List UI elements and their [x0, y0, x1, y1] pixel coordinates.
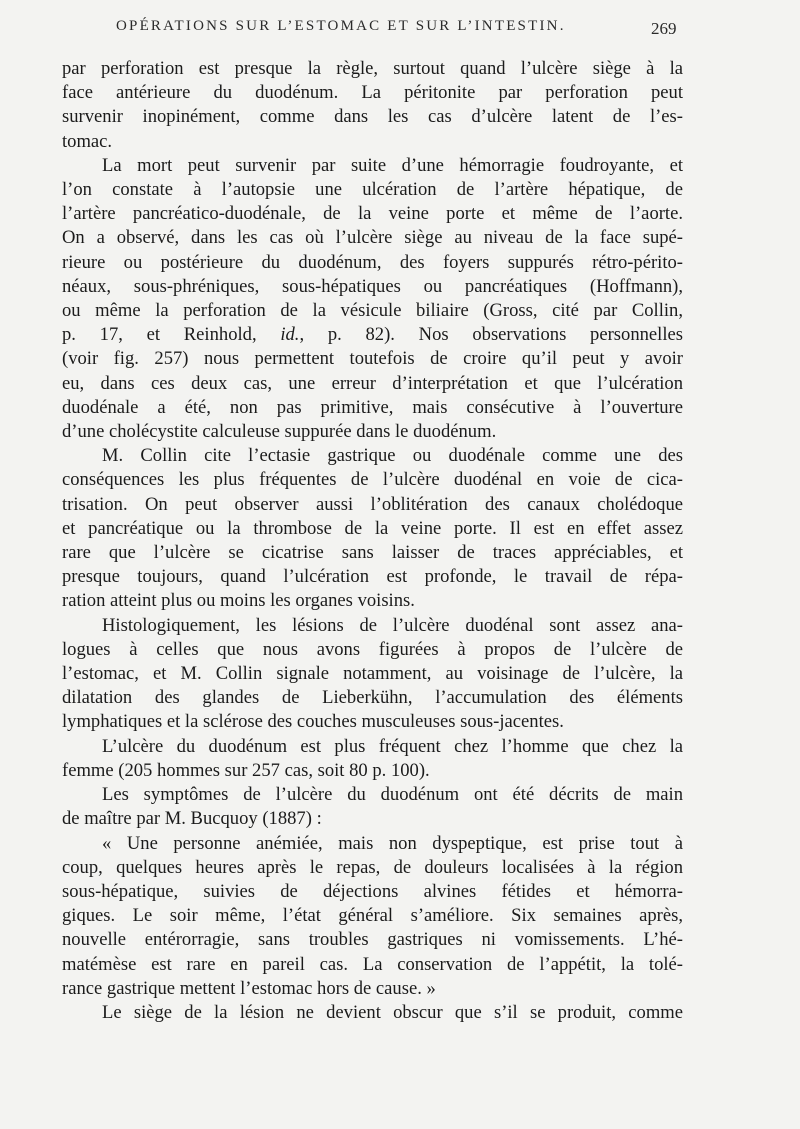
text-line: La mort peut survenir par suite d’une hémorragie foudroyante, et — [102, 154, 683, 176]
text-line: matémèse est rare en pareil cas. La conservation de l’appétit, la tolé- — [62, 953, 683, 975]
text-line: ou même la perforation de la vésicule biliaire (Gross, cité par Collin, — [62, 300, 683, 322]
text-line: L’ulcère du duodénum est plus fréquent chez l’homme que chez la — [102, 735, 683, 757]
text-line: logues à celles que nous avons figurées à propos de l’ulcère de — [62, 638, 683, 660]
text-line: par perforation est presque la règle, surtout quand l’ulcère siège à la — [62, 58, 683, 79]
text-line: face antérieure du duodénum. La péritonite par perforation peut — [62, 82, 683, 104]
text-line: rance gastrique mettent l’estomac hors de cause. » — [62, 977, 436, 999]
text-line: « Une personne anémiée, mais non dyspeptique, est prise tout à — [102, 832, 683, 854]
text-line: trisation. On peut observer aussi l’oblitération des canaux cholédoque — [62, 493, 683, 515]
text-line: néaux, sous-phréniques, sous-hépatiques ou pancréatiques (Hoffmann), — [62, 275, 683, 297]
text-line: lymphatiques et la sclérose des couches musculeuses sous-jacentes. — [62, 711, 564, 733]
text-line: nouvelle entérorragie, sans troubles gastriques ni vomissements. L’hé- — [62, 929, 683, 951]
text-line: femme (205 hommes sur 257 cas, soit 80 p. 100). — [62, 759, 430, 781]
text-line: tomac. — [62, 130, 113, 152]
paragraph-4 — [62, 614, 683, 735]
text-line: Le siège de la lésion ne devient obscur que s’il se produit, comme — [102, 1001, 683, 1023]
text-line: Histologiquement, les lésions de l’ulcère duodénal sont assez ana- — [102, 614, 683, 636]
paragraph-2 — [62, 154, 683, 444]
text-line: survenir inopinément, comme dans les cas d’ulcère latent de l’es- — [62, 106, 683, 128]
text-line: de maître par M. Bucquoy (1887) : — [62, 808, 322, 830]
text-line: presque toujours, quand l’ulcération est profonde, le travail de répa- — [62, 566, 683, 588]
text-line: et pancréatique ou la thrombose de la veine porte. Il est en effet assez — [62, 517, 683, 539]
text-segment: , p. 82). Nos observations personnelles — [299, 324, 683, 346]
paragraph-5 — [62, 735, 683, 783]
text-line: coup, quelques heures après le repas, de douleurs localisées à la région — [62, 856, 683, 878]
paragraph-1 — [62, 57, 683, 154]
text-line: eu, dans ces deux cas, une erreur d’interprétation et que l’ulcération — [62, 372, 683, 394]
paragraph-8 — [62, 1001, 683, 1025]
text-line: l’estomac, et M. Collin signale notamment, au voisinage de l’ulcère, la — [62, 663, 683, 685]
body-text — [62, 57, 683, 1025]
text-line: l’on constate à l’autopsie une ulcération de l’artère hépatique, de — [62, 179, 683, 201]
text-line: dilatation des glandes de Lieberkühn, l’accumulation des éléments — [62, 687, 683, 709]
text-segment: p. 17, et Reinhold, — [62, 324, 257, 346]
text-line: ration atteint plus ou moins les organes voisins. — [62, 590, 415, 612]
italic-abbreviation: id. — [280, 324, 300, 346]
text-line: sous-hépatique, suivies de déjections alvines fétides et hémorra- — [62, 880, 683, 902]
paragraph-7-quotation — [62, 832, 683, 1001]
text-line: (voir fig. 257) nous permettent toutefois de croire qu’il peut y avoir — [62, 348, 683, 370]
text-line: giques. Le soir même, l’état général s’améliore. Six semaines après, — [62, 905, 683, 927]
paragraph-3 — [62, 444, 683, 613]
text-line: l’artère pancréatico-duodénale, de la veine porte et même de l’aorte. — [62, 203, 683, 225]
text-line-mixed — [62, 323, 683, 347]
text-line: On a observé, dans les cas où l’ulcère siège au niveau de la face supé- — [62, 227, 683, 249]
page-number: 269 — [651, 19, 677, 38]
text-line: conséquences les plus fréquentes de l’ulcère duodénal en voie de cica- — [62, 469, 683, 491]
text-line: duodénale a été, non pas primitive, mais consécutive à l’ouverture — [62, 396, 683, 418]
text-line: d’une cholécystite calculeuse suppurée dans le duodénum. — [62, 421, 497, 443]
paragraph-6 — [62, 783, 683, 831]
running-title: OPÉRATIONS SUR L’ESTOMAC ET SUR L’INTESTIN. — [116, 18, 566, 34]
text-line: rare que l’ulcère se cicatrise sans laisser de traces appréciables, et — [62, 542, 683, 564]
text-line: M. Collin cite l’ectasie gastrique ou duodénale comme une des — [102, 445, 683, 467]
text-line: Les symptômes de l’ulcère du duodénum ont été décrits de main — [102, 784, 683, 806]
text-line: rieure ou postérieure du duodénum, des foyers suppurés rétro-périto- — [62, 251, 683, 273]
